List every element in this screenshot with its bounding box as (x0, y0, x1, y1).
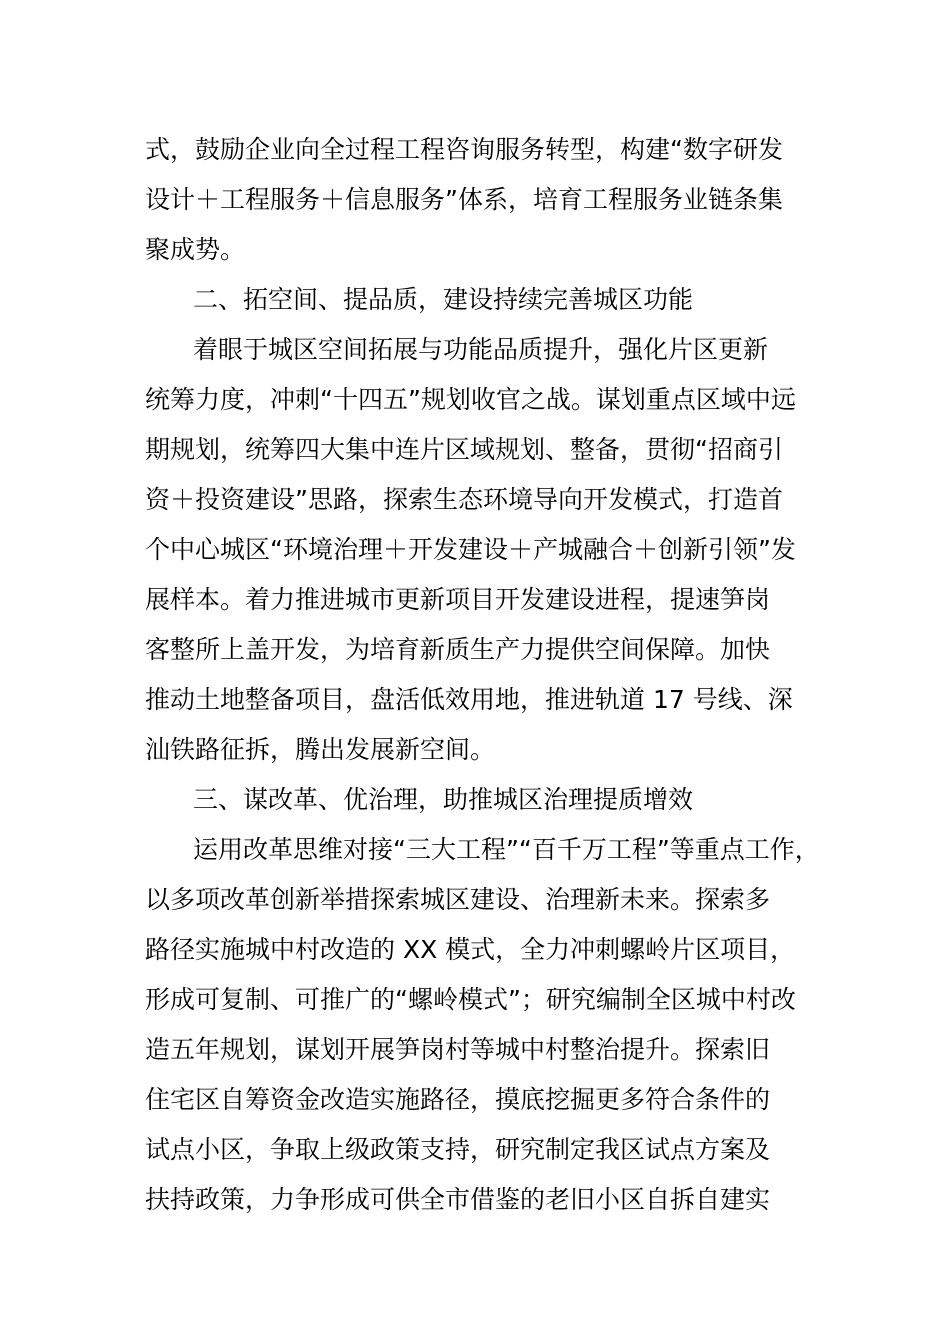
text-line: 以多项改革创新举措探索城区建设、治理新未来。探索多 (145, 885, 771, 914)
text-line: 汕铁路征拆，腾出发展新空间。 (145, 735, 496, 764)
text-line: 运用改革思维对接“三大工程”“百千万工程”等重点工作， (193, 835, 820, 864)
section-heading-3: 三、谋改革、优治理，助推城区治理提质增效 (193, 785, 694, 814)
text-line: 展样本。着力推进城市更新项目开发建设进程，提速笋岗 (145, 585, 771, 614)
text-line: 设计＋工程服务＋信息服务”体系，培育工程服务业链条集 (145, 185, 783, 214)
text-line: 资＋投资建设”思路，探索生态环境导向开发模式，打造首 (145, 485, 783, 514)
text-line: 扶持政策，力争形成可供全市借鉴的老旧小区自拆自建实 (145, 1185, 771, 1214)
text-line: 着眼于城区空间拓展与功能品质提升，强化片区更新 (193, 335, 769, 364)
section-heading-2: 二、拓空间、提品质，建设持续完善城区功能 (193, 285, 694, 314)
text-line: 式，鼓励企业向全过程工程咨询服务转型，构建“数字研发 (145, 135, 783, 164)
text-line: 期规划，统筹四大集中连片区域规划、整备，贯彻“招商引 (145, 435, 783, 464)
text-line: 试点小区，争取上级政策支持，研究制定我区试点方案及 (145, 1135, 771, 1164)
text-line: 形成可复制、可推广的“螺岭模式”；研究编制全区城中村改 (145, 985, 796, 1014)
text-line: 路径实施城中村改造的 XX 模式，全力冲刺螺岭片区项目， (145, 935, 796, 964)
text-line: 聚成势。 (145, 235, 246, 264)
text-line: 推动土地整备项目，盘活低效用地，推进轨道 17 号线、深 (145, 685, 793, 714)
text-line: 统筹力度，冲刺“十四五”规划收官之战。谋划重点区域中远 (145, 385, 796, 414)
text-line: 造五年规划，谋划开展笋岗村等城中村整治提升。探索旧 (145, 1035, 771, 1064)
text-line: 住宅区自筹资金改造实施路径，摸底挖掘更多符合条件的 (145, 1085, 771, 1114)
text-line: 个中心城区“环境治理＋开发建设＋产城融合＋创新引领”发 (145, 535, 796, 564)
text-line: 客整所上盖开发，为培育新质生产力提供空间保障。加快 (145, 635, 771, 664)
